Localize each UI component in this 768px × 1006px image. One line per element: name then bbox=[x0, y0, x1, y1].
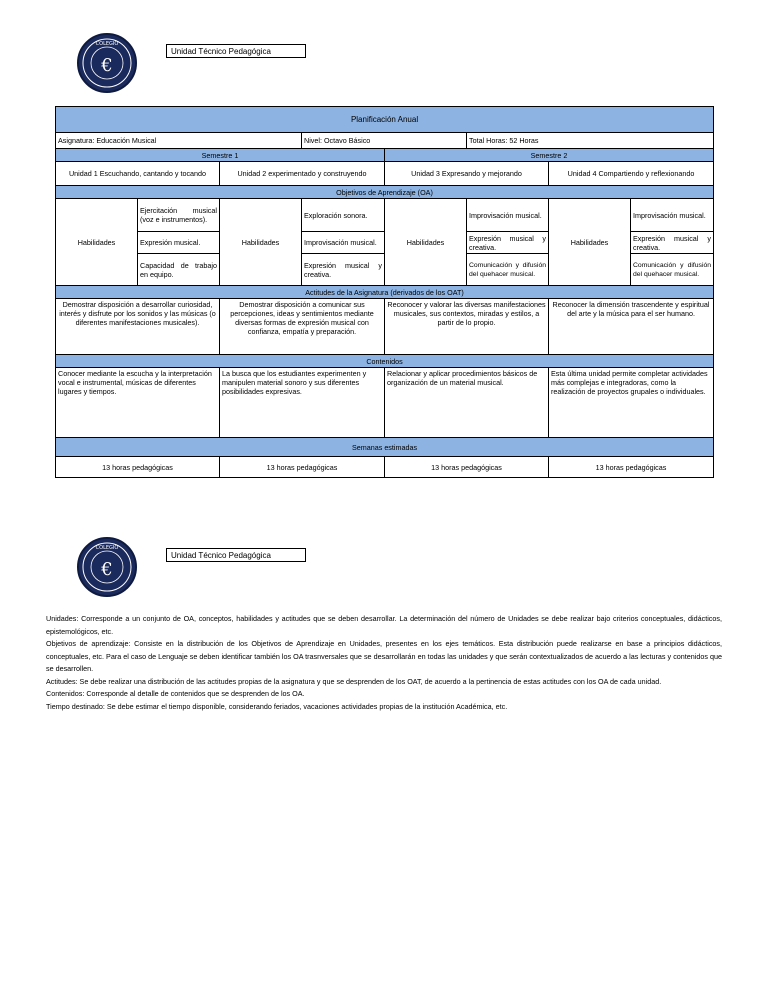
habilidades-label-4: Habilidades bbox=[549, 199, 631, 286]
actitudes-header: Actitudes de la Asignatura (derivados de los OAT) bbox=[56, 286, 714, 299]
actitud-cell: Demostrar disposición a desarrollar curiosidad, interés y disfrute por los sonidos y las músicas (o diferentes manifestaciones musicales). bbox=[56, 299, 220, 355]
semanas-cell: 13 horas pedagógicas bbox=[56, 457, 220, 478]
habilidad-cell: Comunicación y difusión del quehacer musical. bbox=[467, 254, 549, 286]
contenido-cell: Esta última unidad permite completar actividades más complejas e integradoras, como la realización de proyectos grupales o individuales. bbox=[549, 368, 714, 438]
annual-plan-table bbox=[55, 106, 714, 478]
semanas-cell: 13 horas pedagógicas bbox=[220, 457, 385, 478]
crest-icon bbox=[79, 35, 135, 91]
note-actitudes: Actitudes: Se debe realizar una distribución de las actitudes propias de la asignatura y que se desprenden de los OAT, de acuerdo a la pertinencia de estas actitudes con los OA de cada unidad. bbox=[46, 676, 662, 686]
plan-title: Planificación Anual bbox=[56, 107, 714, 133]
logo-top-text: COLEGIO bbox=[95, 41, 119, 47]
habilidad-cell: Expresión musical. bbox=[138, 232, 220, 254]
habilidad-cell: Improvisación musical. bbox=[631, 199, 714, 232]
contenido-cell: Conocer mediante la escucha y la interpretación vocal e instrumental, músicas de diferentes lugares y tiempos. bbox=[56, 368, 220, 438]
habilidad-cell: Expresión musical y creativa. bbox=[467, 232, 549, 254]
nivel-cell: Nivel: Octavo Básico bbox=[302, 133, 467, 149]
note-tiempo: Tiempo destinado: Se debe estimar el tiempo disponible, considerando feriados, vacaciones actividades propias de la institución Académica, etc. bbox=[46, 701, 508, 711]
habilidad-cell: Expresión musical y creativa. bbox=[302, 254, 385, 286]
note-contenidos: Contenidos: Corresponde al detalle de contenidos que se desprenden de los OA. bbox=[46, 689, 305, 698]
unit-2-name: Unidad 2 experimentado y construyendo bbox=[220, 162, 385, 186]
semestre-1-header: Semestre 1 bbox=[56, 149, 385, 162]
habilidad-cell: Ejercitación musical (voz e instrumentos). bbox=[138, 199, 220, 232]
unit-3-name: Unidad 3 Expresando y mejorando bbox=[385, 162, 549, 186]
notes-section bbox=[46, 613, 722, 713]
asignatura-cell: Asignatura: Educación Musical bbox=[56, 133, 302, 149]
contenido-cell: Relacionar y aplicar procedimientos básicos de organización de un material musical. bbox=[385, 368, 549, 438]
contenido-cell: La busca que los estudiantes experimenten y manipulen material sonoro y sus diferentes posibilidades expresivas. bbox=[220, 368, 385, 438]
oa-header: Objetivos de Aprendizaje (OA) bbox=[56, 186, 714, 199]
semanas-header: Semanas estimadas bbox=[56, 438, 714, 457]
habilidades-label-1: Habilidades bbox=[56, 199, 138, 286]
semanas-cell: 13 horas pedagógicas bbox=[385, 457, 549, 478]
habilidad-cell: Improvisación musical. bbox=[467, 199, 549, 232]
unit-1-name: Unidad 1 Escuchando, cantando y tocando bbox=[56, 162, 220, 186]
school-logo-2 bbox=[77, 537, 137, 597]
logo-top-text: COLEGIO bbox=[95, 545, 119, 551]
habilidad-cell: Comunicación y difusión del quehacer musical. bbox=[631, 254, 714, 286]
note-unidades: Unidades: Corresponde a un conjunto de OA, conceptos, habilidades y actitudes que se deben desarrollar. La determinación del número de Unidades se debe realizar bajo criterios conceptuales, didácticos, epistemológicos, etc. bbox=[46, 614, 722, 636]
actitud-cell: Reconocer y valorar las diversas manifestaciones musicales, sus contextos, miradas y estilos, a partir de lo propio. bbox=[385, 299, 549, 355]
habilidad-cell: Capacidad de trabajo en equipo. bbox=[138, 254, 220, 286]
contenidos-header: Contenidos bbox=[56, 355, 714, 368]
note-objetivos: Objetivos de aprendizaje: Consiste en la distribución de los Objetivos de Aprendizaje en Unidades, presentes en los ejes temáticos. Esta distribución puede realizarse en base a principios didácticos, conceptuales, etc. Para el caso de Lenguaje se deben identificar también los OA trasnversales que se desarrollarán en todas las unidades y que serán contextualizados de acuerdo a las lecturas y contenidos que se desarrollen. bbox=[46, 639, 722, 673]
svg-text:€: € bbox=[101, 559, 113, 580]
svg-text:€: € bbox=[101, 55, 113, 76]
habilidades-label-2: Habilidades bbox=[220, 199, 302, 286]
actitud-cell: Demostrar disposición a comunicar sus percepciones, ideas y sentimientos mediante diversas formas de expresión musical con confianza, empatía y preparación. bbox=[220, 299, 385, 355]
habilidades-label-3: Habilidades bbox=[385, 199, 467, 286]
unit-label: Unidad Técnico Pedagógica bbox=[166, 44, 306, 58]
habilidad-cell: Exploración sonora. bbox=[302, 199, 385, 232]
total-horas-cell: Total Horas: 52 Horas bbox=[467, 133, 714, 149]
habilidad-cell: Improvisación musical. bbox=[302, 232, 385, 254]
crest-icon bbox=[79, 539, 135, 595]
unit-4-name: Unidad 4 Compartiendo y reflexionando bbox=[549, 162, 714, 186]
actitud-cell: Reconocer la dimensión trascendente y espiritual del arte y la música para el ser humano. bbox=[549, 299, 714, 355]
semanas-cell: 13 horas pedagógicas bbox=[549, 457, 714, 478]
unit-label-2: Unidad Técnico Pedagógica bbox=[166, 548, 306, 562]
school-logo bbox=[77, 33, 137, 93]
habilidad-cell: Expresión musical y creativa. bbox=[631, 232, 714, 254]
semestre-2-header: Semestre 2 bbox=[385, 149, 714, 162]
